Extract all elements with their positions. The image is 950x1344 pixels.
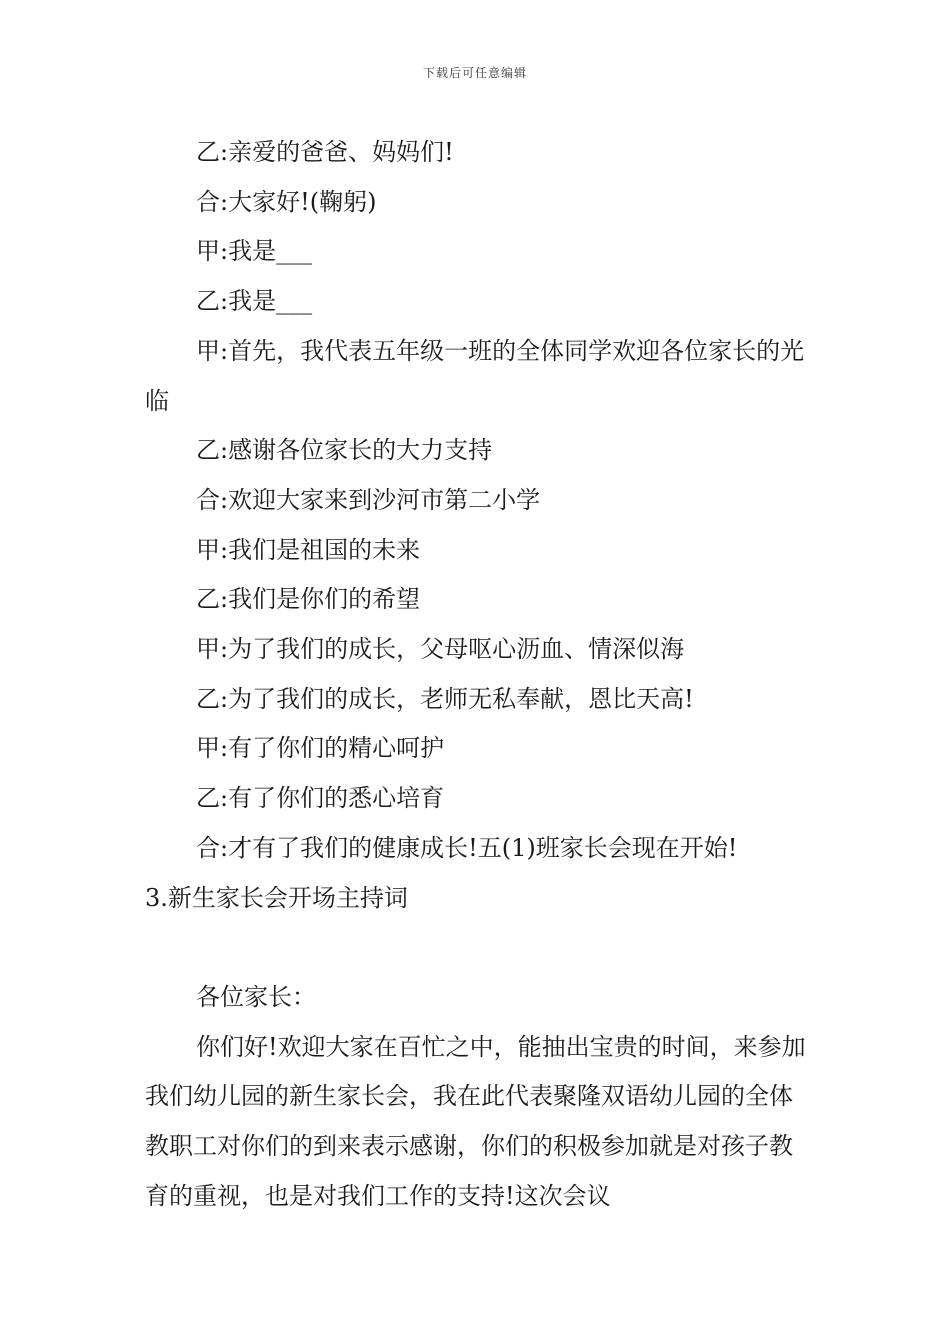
dialogue-line: 合:欢迎大家来到沙河市第二小学 bbox=[196, 485, 541, 514]
dialogue-line: 合:大家好!(鞠躬) bbox=[196, 187, 377, 216]
dialogue-line: 合:才有了我们的健康成长!五(1)班家长会现在开始! bbox=[196, 833, 738, 862]
dialogue-line: 乙:为了我们的成长，老师无私奉献，恩比天高! bbox=[196, 684, 694, 713]
greeting: 各位家长： bbox=[196, 982, 316, 1011]
document-body bbox=[145, 128, 810, 1221]
dialogue-line: 甲:首先，我代表五年级一班的全体同学欢迎各位家长的光临 bbox=[145, 336, 805, 415]
dialogue-line: 甲:为了我们的成长，父母呕心沥血、情深似海 bbox=[196, 635, 685, 664]
blank-line bbox=[145, 923, 810, 973]
dialogue-line: 乙:我们是你们的希望 bbox=[196, 585, 421, 614]
dialogue-line: 乙:感谢各位家长的大力支持 bbox=[196, 436, 493, 465]
dialogue-line: 甲:有了你们的精心呵护 bbox=[196, 734, 445, 763]
section-heading: 3.新生家长会开场主持词 bbox=[145, 883, 408, 912]
dialogue-line: 乙:有了你们的悉心培育 bbox=[196, 784, 445, 813]
dialogue-line: 乙:我是___ bbox=[196, 287, 313, 316]
body-paragraph: 你们好!欢迎大家在百忙之中，能抽出宝贵的时间，来参加我们幼儿园的新生家长会，我在此代表聚隆双语幼儿园的全体教职工对你们的到来表示感谢，你们的积极参加就是对孩子教育的重视，也是对我们工作的支持!这次会议 bbox=[145, 1032, 806, 1210]
dialogue-line: 甲:我们是祖国的未来 bbox=[196, 535, 421, 564]
header-note: 下载后可任意编辑 bbox=[422, 66, 527, 80]
dialogue-line: 乙:亲爱的爸爸、妈妈们! bbox=[196, 138, 454, 166]
dialogue-line: 甲:我是___ bbox=[196, 237, 313, 266]
